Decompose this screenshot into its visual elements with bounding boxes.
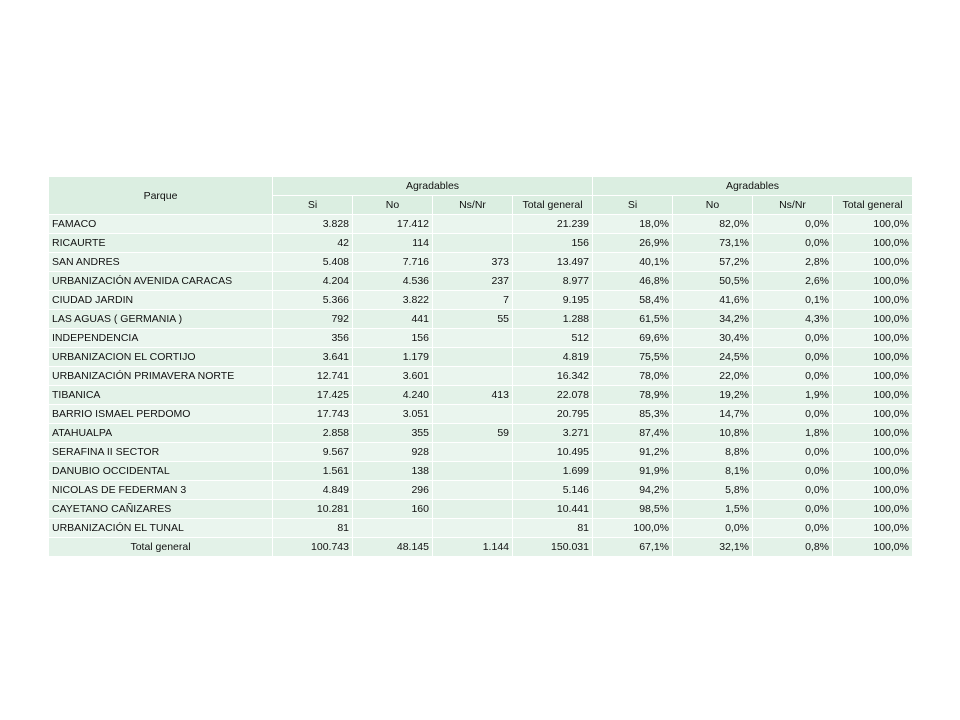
no-percent-cell: 34,2% (673, 310, 753, 329)
total-count-cell: 13.497 (513, 253, 593, 272)
header-si-count: Si (273, 196, 353, 215)
si-count-cell: 2.858 (273, 424, 353, 443)
park-name-cell: URBANIZACIÓN EL TUNAL (49, 519, 273, 538)
total-percent-cell: 100,0% (833, 234, 913, 253)
no-count-cell: 1.179 (353, 348, 433, 367)
nsnr-percent-cell: 0,0% (753, 443, 833, 462)
si-count-cell: 17.743 (273, 405, 353, 424)
parks-survey-table (48, 176, 913, 557)
nsnr-count-cell (433, 462, 513, 481)
no-count-cell: 3.822 (353, 291, 433, 310)
nsnr-percent-cell: 0,0% (753, 215, 833, 234)
total-percent-cell: 100,0% (833, 215, 913, 234)
si-percent-cell: 61,5% (593, 310, 673, 329)
total-percent-cell: 100,0% (833, 481, 913, 500)
no-count-cell: 355 (353, 424, 433, 443)
si-count-cell: 356 (273, 329, 353, 348)
table-row (49, 253, 913, 272)
total-count-cell: 4.819 (513, 348, 593, 367)
total-percent-cell: 100,0% (833, 291, 913, 310)
si-percent-cell: 46,8% (593, 272, 673, 291)
no-count-cell: 114 (353, 234, 433, 253)
total-percent-cell: 100,0% (833, 348, 913, 367)
park-name-cell: RICAURTE (49, 234, 273, 253)
si-percent-cell: 69,6% (593, 329, 673, 348)
park-name-cell: NICOLAS DE FEDERMAN 3 (49, 481, 273, 500)
nsnr-percent-cell: 0,0% (753, 462, 833, 481)
table-row (49, 367, 913, 386)
nsnr-percent-cell: 1,9% (753, 386, 833, 405)
no-count-cell: 3.601 (353, 367, 433, 386)
total-percent-cell: 100,0% (833, 443, 913, 462)
no-percent-cell: 50,5% (673, 272, 753, 291)
table-row (49, 234, 913, 253)
no-count-cell: 160 (353, 500, 433, 519)
no-percent-cell: 24,5% (673, 348, 753, 367)
no-count-cell: 3.051 (353, 405, 433, 424)
si-count-cell: 3.641 (273, 348, 353, 367)
table-row (49, 329, 913, 348)
nsnr-count-cell (433, 215, 513, 234)
table-row (49, 348, 913, 367)
nsnr-percent-cell: 0,8% (753, 538, 833, 557)
nsnr-count-cell (433, 443, 513, 462)
nsnr-percent-cell: 2,6% (753, 272, 833, 291)
no-percent-cell: 0,0% (673, 519, 753, 538)
park-name-cell: CAYETANO CAÑIZARES (49, 500, 273, 519)
si-percent-cell: 87,4% (593, 424, 673, 443)
si-count-cell: 9.567 (273, 443, 353, 462)
total-percent-cell: 100,0% (833, 538, 913, 557)
si-percent-cell: 67,1% (593, 538, 673, 557)
total-count-cell: 1.699 (513, 462, 593, 481)
total-count-cell: 10.441 (513, 500, 593, 519)
total-percent-cell: 100,0% (833, 424, 913, 443)
si-percent-cell: 85,3% (593, 405, 673, 424)
nsnr-percent-cell: 2,8% (753, 253, 833, 272)
nsnr-count-cell (433, 481, 513, 500)
si-count-cell: 1.561 (273, 462, 353, 481)
table-row (49, 443, 913, 462)
nsnr-percent-cell: 0,0% (753, 234, 833, 253)
header-no-percent: No (673, 196, 753, 215)
nsnr-percent-cell: 0,0% (753, 481, 833, 500)
no-percent-cell: 8,8% (673, 443, 753, 462)
nsnr-count-cell: 7 (433, 291, 513, 310)
si-percent-cell: 91,2% (593, 443, 673, 462)
header-parque: Parque (49, 177, 273, 215)
total-percent-cell: 100,0% (833, 405, 913, 424)
si-count-cell: 5.366 (273, 291, 353, 310)
park-name-cell: Total general (49, 538, 273, 557)
total-count-cell: 156 (513, 234, 593, 253)
nsnr-percent-cell: 4,3% (753, 310, 833, 329)
nsnr-count-cell: 413 (433, 386, 513, 405)
total-count-cell: 81 (513, 519, 593, 538)
nsnr-count-cell (433, 348, 513, 367)
si-percent-cell: 78,9% (593, 386, 673, 405)
total-count-cell: 20.795 (513, 405, 593, 424)
no-percent-cell: 30,4% (673, 329, 753, 348)
si-count-cell: 42 (273, 234, 353, 253)
si-percent-cell: 100,0% (593, 519, 673, 538)
header-group-counts: Agradables (273, 177, 593, 196)
si-count-cell: 3.828 (273, 215, 353, 234)
si-percent-cell: 91,9% (593, 462, 673, 481)
nsnr-count-cell (433, 405, 513, 424)
nsnr-count-cell (433, 329, 513, 348)
si-percent-cell: 94,2% (593, 481, 673, 500)
no-percent-cell: 10,8% (673, 424, 753, 443)
park-name-cell: URBANIZACIÓN AVENIDA CARACAS (49, 272, 273, 291)
nsnr-percent-cell: 0,0% (753, 367, 833, 386)
total-percent-cell: 100,0% (833, 519, 913, 538)
total-percent-cell: 100,0% (833, 462, 913, 481)
total-percent-cell: 100,0% (833, 500, 913, 519)
si-percent-cell: 26,9% (593, 234, 673, 253)
si-count-cell: 17.425 (273, 386, 353, 405)
nsnr-count-cell (433, 500, 513, 519)
nsnr-count-cell (433, 234, 513, 253)
no-count-cell: 138 (353, 462, 433, 481)
nsnr-percent-cell: 0,0% (753, 519, 833, 538)
total-count-cell: 512 (513, 329, 593, 348)
table-row (49, 386, 913, 405)
table-row (49, 310, 913, 329)
nsnr-percent-cell: 0,0% (753, 348, 833, 367)
park-name-cell: SAN ANDRES (49, 253, 273, 272)
no-percent-cell: 32,1% (673, 538, 753, 557)
nsnr-count-cell: 373 (433, 253, 513, 272)
table-row (49, 519, 913, 538)
si-count-cell: 792 (273, 310, 353, 329)
no-count-cell: 48.145 (353, 538, 433, 557)
park-name-cell: DANUBIO OCCIDENTAL (49, 462, 273, 481)
total-row (49, 538, 913, 557)
total-count-cell: 8.977 (513, 272, 593, 291)
park-name-cell: CIUDAD JARDIN (49, 291, 273, 310)
no-count-cell: 156 (353, 329, 433, 348)
nsnr-percent-cell: 0,0% (753, 329, 833, 348)
table-body (49, 215, 913, 557)
park-name-cell: TIBANICA (49, 386, 273, 405)
header-si-percent: Si (593, 196, 673, 215)
table-row (49, 215, 913, 234)
total-count-cell: 16.342 (513, 367, 593, 386)
nsnr-percent-cell: 0,0% (753, 500, 833, 519)
si-percent-cell: 40,1% (593, 253, 673, 272)
header-group-percent: Agradables (593, 177, 913, 196)
no-percent-cell: 82,0% (673, 215, 753, 234)
total-count-cell: 1.288 (513, 310, 593, 329)
header-total-count: Total general (513, 196, 593, 215)
header-nsnr-percent: Ns/Nr (753, 196, 833, 215)
park-name-cell: ATAHUALPA (49, 424, 273, 443)
table-row (49, 481, 913, 500)
no-percent-cell: 1,5% (673, 500, 753, 519)
no-count-cell: 17.412 (353, 215, 433, 234)
no-count-cell (353, 519, 433, 538)
no-percent-cell: 5,8% (673, 481, 753, 500)
table-row (49, 500, 913, 519)
park-name-cell: INDEPENDENCIA (49, 329, 273, 348)
no-count-cell: 4.240 (353, 386, 433, 405)
si-count-cell: 12.741 (273, 367, 353, 386)
table-row (49, 291, 913, 310)
no-count-cell: 7.716 (353, 253, 433, 272)
total-count-cell: 3.271 (513, 424, 593, 443)
total-percent-cell: 100,0% (833, 386, 913, 405)
si-percent-cell: 18,0% (593, 215, 673, 234)
table-row (49, 424, 913, 443)
si-count-cell: 4.849 (273, 481, 353, 500)
park-name-cell: SERAFINA II SECTOR (49, 443, 273, 462)
nsnr-percent-cell: 1,8% (753, 424, 833, 443)
table-row (49, 462, 913, 481)
total-count-cell: 10.495 (513, 443, 593, 462)
results-table-container (48, 176, 912, 557)
no-percent-cell: 19,2% (673, 386, 753, 405)
nsnr-count-cell: 55 (433, 310, 513, 329)
total-percent-cell: 100,0% (833, 329, 913, 348)
total-count-cell: 9.195 (513, 291, 593, 310)
park-name-cell: BARRIO ISMAEL PERDOMO (49, 405, 273, 424)
nsnr-percent-cell: 0,1% (753, 291, 833, 310)
nsnr-count-cell: 1.144 (433, 538, 513, 557)
total-percent-cell: 100,0% (833, 253, 913, 272)
si-count-cell: 5.408 (273, 253, 353, 272)
park-name-cell: LAS AGUAS ( GERMANIA ) (49, 310, 273, 329)
total-percent-cell: 100,0% (833, 272, 913, 291)
header-nsnr-count: Ns/Nr (433, 196, 513, 215)
si-percent-cell: 58,4% (593, 291, 673, 310)
no-percent-cell: 41,6% (673, 291, 753, 310)
no-percent-cell: 14,7% (673, 405, 753, 424)
header-total-percent: Total general (833, 196, 913, 215)
park-name-cell: URBANIZACIÓN PRIMAVERA NORTE (49, 367, 273, 386)
no-percent-cell: 73,1% (673, 234, 753, 253)
no-count-cell: 928 (353, 443, 433, 462)
si-percent-cell: 98,5% (593, 500, 673, 519)
no-count-cell: 4.536 (353, 272, 433, 291)
no-count-cell: 296 (353, 481, 433, 500)
park-name-cell: URBANIZACION EL CORTIJO (49, 348, 273, 367)
total-count-cell: 21.239 (513, 215, 593, 234)
header-no-count: No (353, 196, 433, 215)
nsnr-count-cell: 237 (433, 272, 513, 291)
no-percent-cell: 57,2% (673, 253, 753, 272)
si-count-cell: 100.743 (273, 538, 353, 557)
nsnr-count-cell (433, 519, 513, 538)
park-name-cell: FAMACO (49, 215, 273, 234)
si-percent-cell: 78,0% (593, 367, 673, 386)
table-header (49, 177, 913, 215)
no-count-cell: 441 (353, 310, 433, 329)
nsnr-count-cell (433, 367, 513, 386)
total-percent-cell: 100,0% (833, 310, 913, 329)
total-count-cell: 5.146 (513, 481, 593, 500)
si-percent-cell: 75,5% (593, 348, 673, 367)
table-row (49, 405, 913, 424)
si-count-cell: 81 (273, 519, 353, 538)
no-percent-cell: 8,1% (673, 462, 753, 481)
nsnr-count-cell: 59 (433, 424, 513, 443)
total-count-cell: 150.031 (513, 538, 593, 557)
total-count-cell: 22.078 (513, 386, 593, 405)
table-row (49, 272, 913, 291)
si-count-cell: 4.204 (273, 272, 353, 291)
total-percent-cell: 100,0% (833, 367, 913, 386)
nsnr-percent-cell: 0,0% (753, 405, 833, 424)
no-percent-cell: 22,0% (673, 367, 753, 386)
si-count-cell: 10.281 (273, 500, 353, 519)
